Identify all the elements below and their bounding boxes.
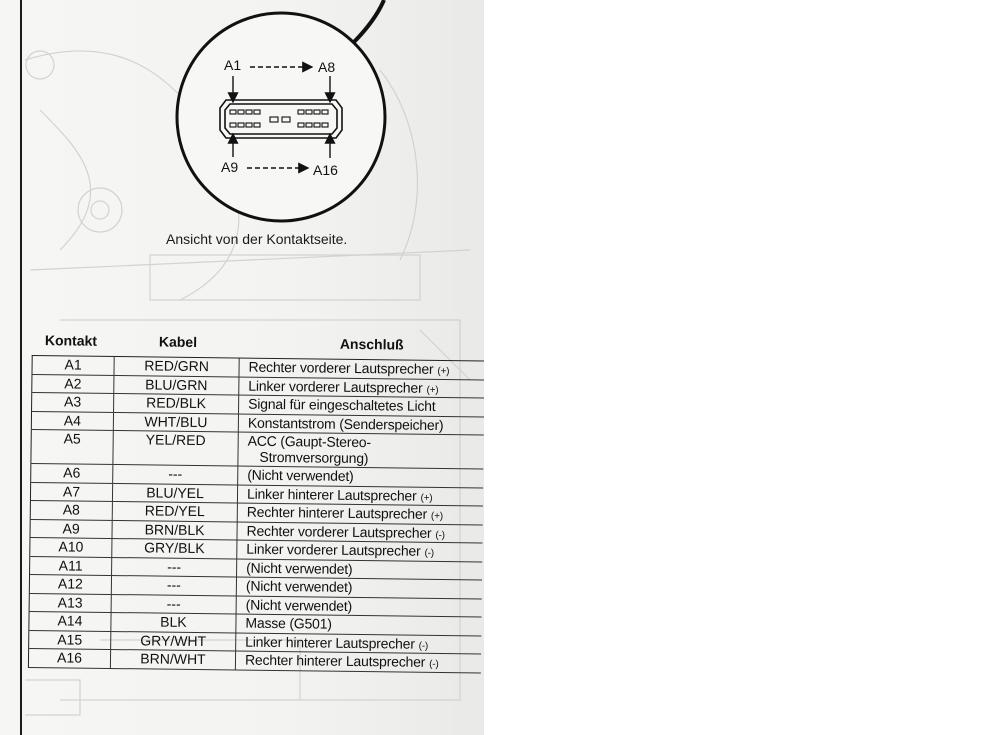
connection-text: ACC (Gaupt-Stereo-	[247, 432, 372, 451]
cell-connection	[239, 396, 484, 416]
cell-cable: RED/YEL	[113, 502, 238, 521]
header-contact: Kontakt	[44, 332, 98, 349]
cell-contact: A2	[32, 375, 114, 394]
cell-contact: A6	[31, 464, 113, 483]
cell-cable: BRN/BLK	[112, 521, 237, 540]
connection-text: (Nicht verwendet)	[245, 577, 353, 595]
header-cable: Kabel	[158, 333, 198, 351]
connection-text: (Nicht verwendet)	[245, 596, 353, 614]
cell-contact: A9	[30, 519, 112, 538]
cell-contact: A1	[32, 356, 114, 375]
cell-connection	[239, 359, 484, 379]
connection-text: Rechter vorderer Lautsprecher	[246, 522, 432, 541]
cell-contact: A14	[29, 612, 111, 631]
cell-cable: BLK	[111, 613, 236, 632]
polarity-suffix: (-)	[435, 529, 445, 541]
leader-line	[352, 0, 384, 44]
cell-contact: A5	[31, 430, 113, 464]
cell-connection	[236, 615, 481, 635]
cell-contact: A15	[29, 630, 111, 649]
cell-contact: A11	[30, 556, 112, 575]
cell-cable: GRY/WHT	[111, 631, 236, 650]
cell-cable: ---	[112, 594, 237, 613]
connection-text: Konstantstrom (Senderspeicher)	[247, 414, 444, 433]
scanned-page	[0, 0, 484, 735]
cell-cable: ---	[113, 465, 238, 484]
cell-contact: A4	[32, 412, 114, 431]
polarity-suffix: (-)	[429, 658, 439, 670]
cell-connection	[237, 522, 482, 542]
cell-connection	[238, 467, 483, 487]
cell-cable: YEL/RED	[113, 431, 238, 466]
cell-cable: BLU/GRN	[114, 376, 239, 395]
diagram-caption: Ansicht von der Kontaktseite.	[166, 231, 348, 247]
connection-text-line2: Stromversorgung)	[259, 448, 369, 467]
table-row	[31, 430, 483, 470]
cell-connection	[236, 633, 481, 653]
connection-text: Linker hinterer Lautsprecher	[245, 633, 415, 652]
connection-text: Rechter hinterer Lautsprecher	[244, 651, 426, 670]
polarity-suffix: (+)	[426, 384, 439, 396]
cell-contact: A8	[31, 501, 113, 520]
cell-contact: A3	[32, 393, 114, 412]
cell-connection	[239, 377, 484, 397]
cell-cable: BLU/YEL	[113, 484, 238, 503]
cell-contact: A16	[29, 649, 111, 668]
polarity-suffix: (+)	[420, 492, 433, 504]
connection-text: Rechter hinterer Lautsprecher	[246, 503, 428, 522]
connection-text: Linker hinterer Lautsprecher	[246, 485, 417, 504]
cell-contact: A7	[31, 483, 113, 502]
connection-text: Rechter vorderer Lautsprecher	[248, 358, 434, 377]
cell-connection	[237, 596, 482, 616]
cell-contact: A12	[30, 575, 112, 594]
polarity-suffix: (+)	[437, 365, 450, 378]
cell-cable: BRN/WHT	[111, 650, 236, 669]
polarity-suffix: (-)	[418, 640, 429, 652]
polarity-suffix: (-)	[424, 547, 434, 559]
cell-contact: A10	[30, 538, 112, 557]
cell-connection	[237, 559, 482, 579]
connection-text: (Nicht verwendet)	[247, 466, 354, 484]
label-a1: A1	[224, 57, 242, 73]
connection-text: Linker vorderer Lautsprecher	[246, 540, 421, 559]
table-grid	[28, 355, 484, 673]
cell-cable: GRY/BLK	[112, 539, 237, 558]
pinout-table	[27, 332, 484, 708]
label-a9: A9	[221, 159, 239, 175]
polarity-suffix: (+)	[430, 510, 443, 523]
connection-text: Masse (G501)	[245, 614, 332, 632]
connection-text: Linker vorderer Lautsprecher	[248, 377, 423, 396]
cell-cable: RED/GRN	[114, 357, 239, 376]
detail-circle	[177, 13, 385, 221]
cell-connection	[239, 414, 484, 434]
cell-connection	[237, 541, 482, 561]
connector-diagram	[0, 0, 484, 230]
cell-connection	[238, 504, 483, 524]
connection-text: (Nicht verwendet)	[246, 559, 353, 577]
cell-cable: ---	[112, 576, 237, 595]
connection-text: Signal für eingeschaltetes Licht	[248, 395, 436, 414]
label-a16: A16	[313, 162, 338, 178]
cell-cable: ---	[112, 557, 237, 576]
cell-connection	[238, 485, 483, 505]
label-a8: A8	[318, 59, 336, 75]
cell-cable: WHT/BLU	[114, 413, 239, 432]
cell-contact: A13	[30, 593, 112, 612]
cell-connection	[236, 652, 481, 672]
header-connection: Anschluß	[339, 335, 404, 353]
cell-cable: RED/BLK	[114, 394, 239, 413]
cell-connection	[238, 433, 483, 469]
cell-connection	[237, 578, 482, 598]
